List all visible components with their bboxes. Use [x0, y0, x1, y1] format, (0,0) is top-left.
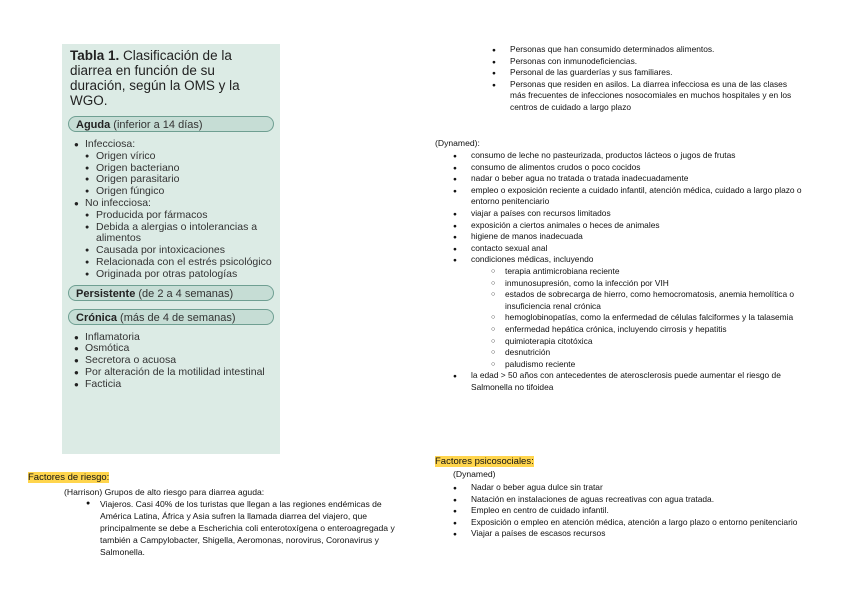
aguda-item: ● No infecciosa: [68, 198, 274, 210]
psicosocial-item: ● Nadar o beber agua dulce sin tratar [453, 482, 813, 494]
dynamed-item: ● consumo de alimentos crudos o poco cocidos [453, 162, 813, 174]
condiciones-medicas-list [453, 266, 813, 370]
table-title [68, 48, 274, 108]
cronica-label: Crónica [76, 311, 117, 324]
dynamed-item: ● viajar a países con recursos limitados [453, 208, 813, 220]
riesgo-item: ● Viajeros. Casi 40% de los turistas que llegan a las regiones endémicas de América Latina, África y Asia sufren la llamada diarrea del viajero, que principalmente se debe a Escherichia coli enterotoxígena o enteroagregada y también a Campylobacter, Shigella, Aeromonas, norovirus, Coronavirus y Salmonella. [28, 498, 398, 558]
dynamed-source: (Dynamed): [435, 138, 480, 148]
aguda-item: ● Origen vírico [68, 151, 274, 163]
psicosocial-item: ● Empleo en centro de cuidado infantil. [453, 505, 813, 517]
dynamed-item: ● condiciones médicas, incluyendo [453, 254, 813, 266]
factores-riesgo-heading-text: Factores de riesgo: [28, 472, 110, 483]
aguda-header [68, 116, 274, 132]
psicosociales-source: (Dynamed) [453, 469, 496, 479]
factores-riesgo-heading [28, 472, 109, 483]
dynamed-item: ● contacto sexual anal [453, 243, 813, 255]
table-1-figure [62, 44, 280, 454]
persistente-header [68, 285, 274, 301]
right-top-list [492, 44, 792, 114]
psicosociales-heading-text: Factores psicosociales: [435, 456, 534, 467]
cronica-item: ● Osmótica [68, 343, 274, 355]
table-title-number: Tabla 1. [70, 48, 120, 63]
dynamed-item: ● la edad > 50 años con antecedentes de aterosclerosis puede aumentar el riesgo de Salmonella no tifoidea [453, 370, 813, 393]
condicion-medica-item: ○ desnutrición [453, 347, 813, 359]
aguda-item: ● Origen fúngico [68, 186, 274, 198]
aguda-item: ● Debida a alergias o intolerancias a alimentos [68, 222, 274, 246]
condicion-medica-item: ○ hemoglobinopatías, como la enfermedad de células falciformes y la talasemia [453, 312, 813, 324]
grupo-riesgo-item: ● Personal de las guarderías y sus familiares. [492, 67, 792, 79]
factores-riesgo-section [28, 486, 398, 558]
grupo-riesgo-item: ● Personas que han consumido determinados alimentos. [492, 44, 792, 56]
aguda-item: ● Causada por intoxicaciones [68, 245, 274, 257]
cronica-item: ● Inflamatoria [68, 332, 274, 344]
dynamed-item: ● nadar o beber agua no tratada o tratada inadecuadamente [453, 173, 813, 185]
psicosocial-item: ● Exposición o empleo en atención médica, atención a largo plazo o entorno penitenciario [453, 517, 813, 529]
table-title-text: Clasificación de la diarrea en función de su duración, según la OMS y la WGO. [70, 48, 240, 108]
dynamed-item: ● empleo o exposición reciente a cuidado infantil, atención médica, cuidado a largo plazo o entorno penitenciario [453, 185, 813, 208]
condicion-medica-item: ○ estados de sobrecarga de hierro, como hemocromatosis, anemia hemolítica o insuficiencia renal crónica [453, 289, 813, 312]
dynamed-item: ● exposición a ciertos animales o heces de animales [453, 220, 813, 232]
aguda-item: ● Infecciosa: [68, 139, 274, 151]
dynamed-list [453, 150, 813, 393]
cronica-item: ● Facticia [68, 379, 274, 391]
aguda-item: ● Originada por otras patologías [68, 269, 274, 281]
riesgo-list [28, 498, 398, 558]
aguda-list [68, 139, 274, 281]
dynamed-item: ● higiene de manos inadecuada [453, 231, 813, 243]
harrison-source: (Harrison) Grupos de alto riesgo para diarrea aguda: [64, 487, 265, 497]
psicosocial-item: ● Natación en instalaciones de aguas recreativas con agua tratada. [453, 494, 813, 506]
dynamed-item: ● consumo de leche no pasteurizada, productos lácteos o jugos de frutas [453, 150, 813, 162]
aguda-label: Aguda [76, 119, 111, 131]
cronica-range: (más de 4 de semanas) [116, 311, 236, 324]
cronica-item: ● Secretora o acuosa [68, 355, 274, 367]
condicion-medica-item: ○ enfermedad hepática crónica, incluyendo cirrosis y hepatitis [453, 324, 813, 336]
psicosocial-item: ● Viajar a países de escasos recursos [453, 528, 813, 540]
grupo-riesgo-item: ● Personas con inmunodeficiencias. [492, 56, 792, 68]
persistente-range: (de 2 a 4 semanas) [135, 287, 234, 300]
dynamed-sub-container [453, 266, 813, 370]
condicion-medica-item: ○ paludismo reciente [453, 359, 813, 371]
persistente-label: Persistente [76, 287, 136, 300]
aguda-item: ● Origen bacteriano [68, 163, 274, 175]
psicosociales-list [453, 482, 813, 540]
aguda-item: ● Origen parasitario [68, 174, 274, 186]
cronica-header [68, 309, 274, 325]
grupo-riesgo-item: ● Personas que residen en asilos. La diarrea infecciosa es una de las clases más frecuentes de infecciones nosocomiales en muchos hospitales y en los centros de cuidado a largo plazo [492, 79, 792, 114]
aguda-range: (inferior a 14 días) [110, 119, 203, 131]
psicosociales-heading [435, 456, 534, 467]
cronica-list [68, 332, 274, 391]
aguda-item: ● Relacionada con el estrés psicológico [68, 257, 274, 269]
aguda-item: ● Producida por fármacos [68, 210, 274, 222]
condicion-medica-item: ○ inmunosupresión, como la infección por VIH [453, 278, 813, 290]
condicion-medica-item: ○ terapia antimicrobiana reciente [453, 266, 813, 278]
condicion-medica-item: ○ quimioterapia citotóxica [453, 336, 813, 348]
cronica-item: ● Por alteración de la motilidad intestinal [68, 367, 274, 379]
